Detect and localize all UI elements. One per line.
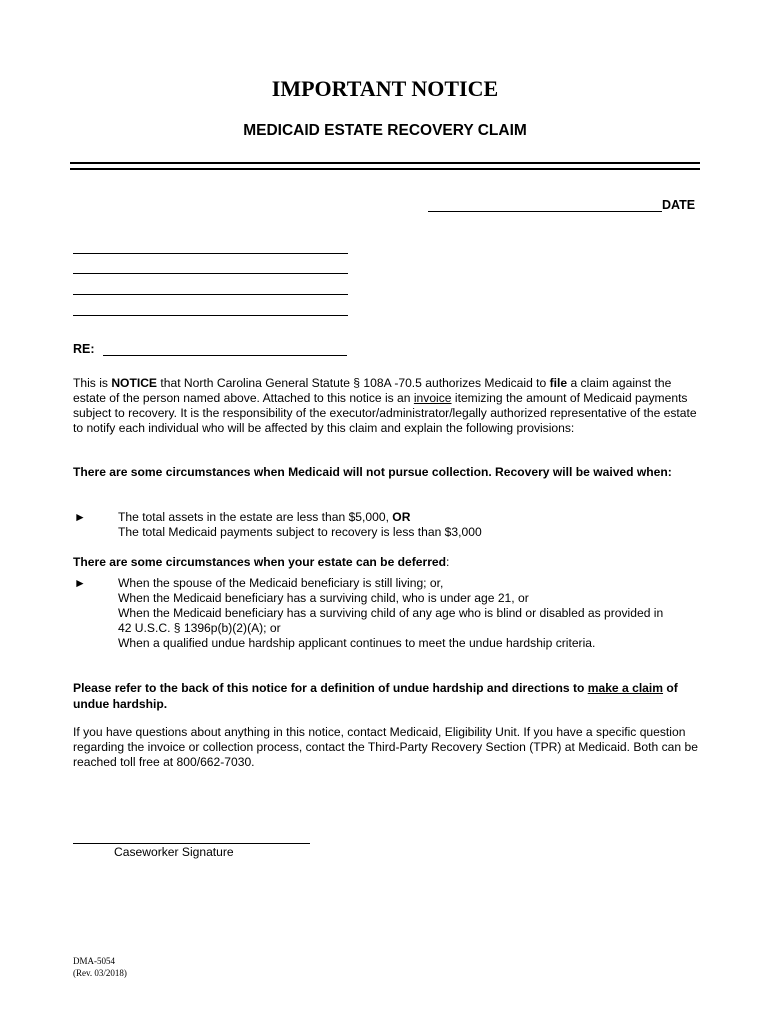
deferred-heading [73,555,698,571]
page-title: IMPORTANT NOTICE [271,76,499,101]
date-field[interactable] [428,198,695,212]
intro-text-4: itemizing the amount of Medicaid payments subject to recovery. It is the responsibility of the executor/administrator/legally authorized representative of the estate to notify each individual who will be affected by this claim and explain the following provisions: [73,391,697,435]
make-a-claim-text: make a claim [587,681,664,695]
intro-text-3: a claim against the estate of the person named above. Attached to this notice is an [73,376,672,405]
re-label: RE: [73,342,95,356]
address-line-1[interactable] [73,253,348,254]
address-line-4[interactable] [73,315,348,316]
date-label: DATE [662,198,696,212]
address-line-2[interactable] [73,273,348,274]
signature-line[interactable] [73,843,310,844]
waived-list [118,510,698,540]
signature-label: Caseworker Signature [114,845,234,859]
intro-file-word: file [549,376,568,390]
waived-item-1 [118,510,698,525]
address-line-3[interactable] [73,294,348,295]
contact-paragraph: If you have questions about anything in this notice, contact Medicaid, Eligibility Unit. If you have a specific question regarding the invoice or collection process, contact the Third-Party Recovery Section (TPR) at Medicaid. Both can be reached toll free at 800/662-7030. [73,725,698,769]
refer-paragraph [73,681,698,712]
header-rule-bottom [70,168,700,170]
waived-heading: There are some circumstances when Medicaid will not pursue collection. Recovery will be waived when: [73,465,672,479]
date-blank[interactable] [428,199,662,212]
form-revision: (Rev. 03/2018) [73,968,127,978]
waived-item-2: The total Medicaid payments subject to recovery is less than $3,000 [118,525,482,539]
deferred-item: When the spouse of the Medicaid beneficiary is still living; or, [118,576,444,590]
re-field[interactable] [73,342,347,356]
deferred-bullet-icon: ► [74,576,86,590]
intro-notice-word: NOTICE [111,376,158,390]
intro-text-2: that North Carolina General Statute § 108A -70.5 authorizes Medicaid to [157,376,550,390]
refer-end-text: of undue hardship. [73,681,678,711]
waived-bullet-icon: ► [74,510,86,524]
header-rule-top [70,162,700,164]
intro-text-1: This is [73,376,112,390]
re-blank[interactable] [103,343,347,356]
form-number: DMA-5054 [73,956,115,966]
deferred-item: 42 U.S.C. § 1396p(b)(2)(A); or [118,621,281,635]
waived-item-1-text: The total assets in the estate are less than $5,000, [118,510,393,524]
intro-paragraph [73,376,698,436]
deferred-list [118,576,698,651]
page-subtitle: MEDICAID ESTATE RECOVERY CLAIM [243,122,527,139]
intro-invoice-word: invoice [413,391,452,405]
deferred-item: When the Medicaid beneficiary has a surviving child of any age who is blind or disabled as provided in [118,606,664,620]
waived-or-word: OR [392,510,411,524]
deferred-item: When the Medicaid beneficiary has a surviving child, who is under age 21, or [118,591,529,605]
deferred-heading-colon: : [446,555,450,569]
refer-text: Please refer to the back of this notice for a definition of undue hardship and directions to [73,681,588,695]
deferred-item: When a qualified undue hardship applicant continues to meet the undue hardship criteria. [118,636,596,650]
deferred-heading-text: There are some circumstances when your estate can be deferred [73,555,447,569]
